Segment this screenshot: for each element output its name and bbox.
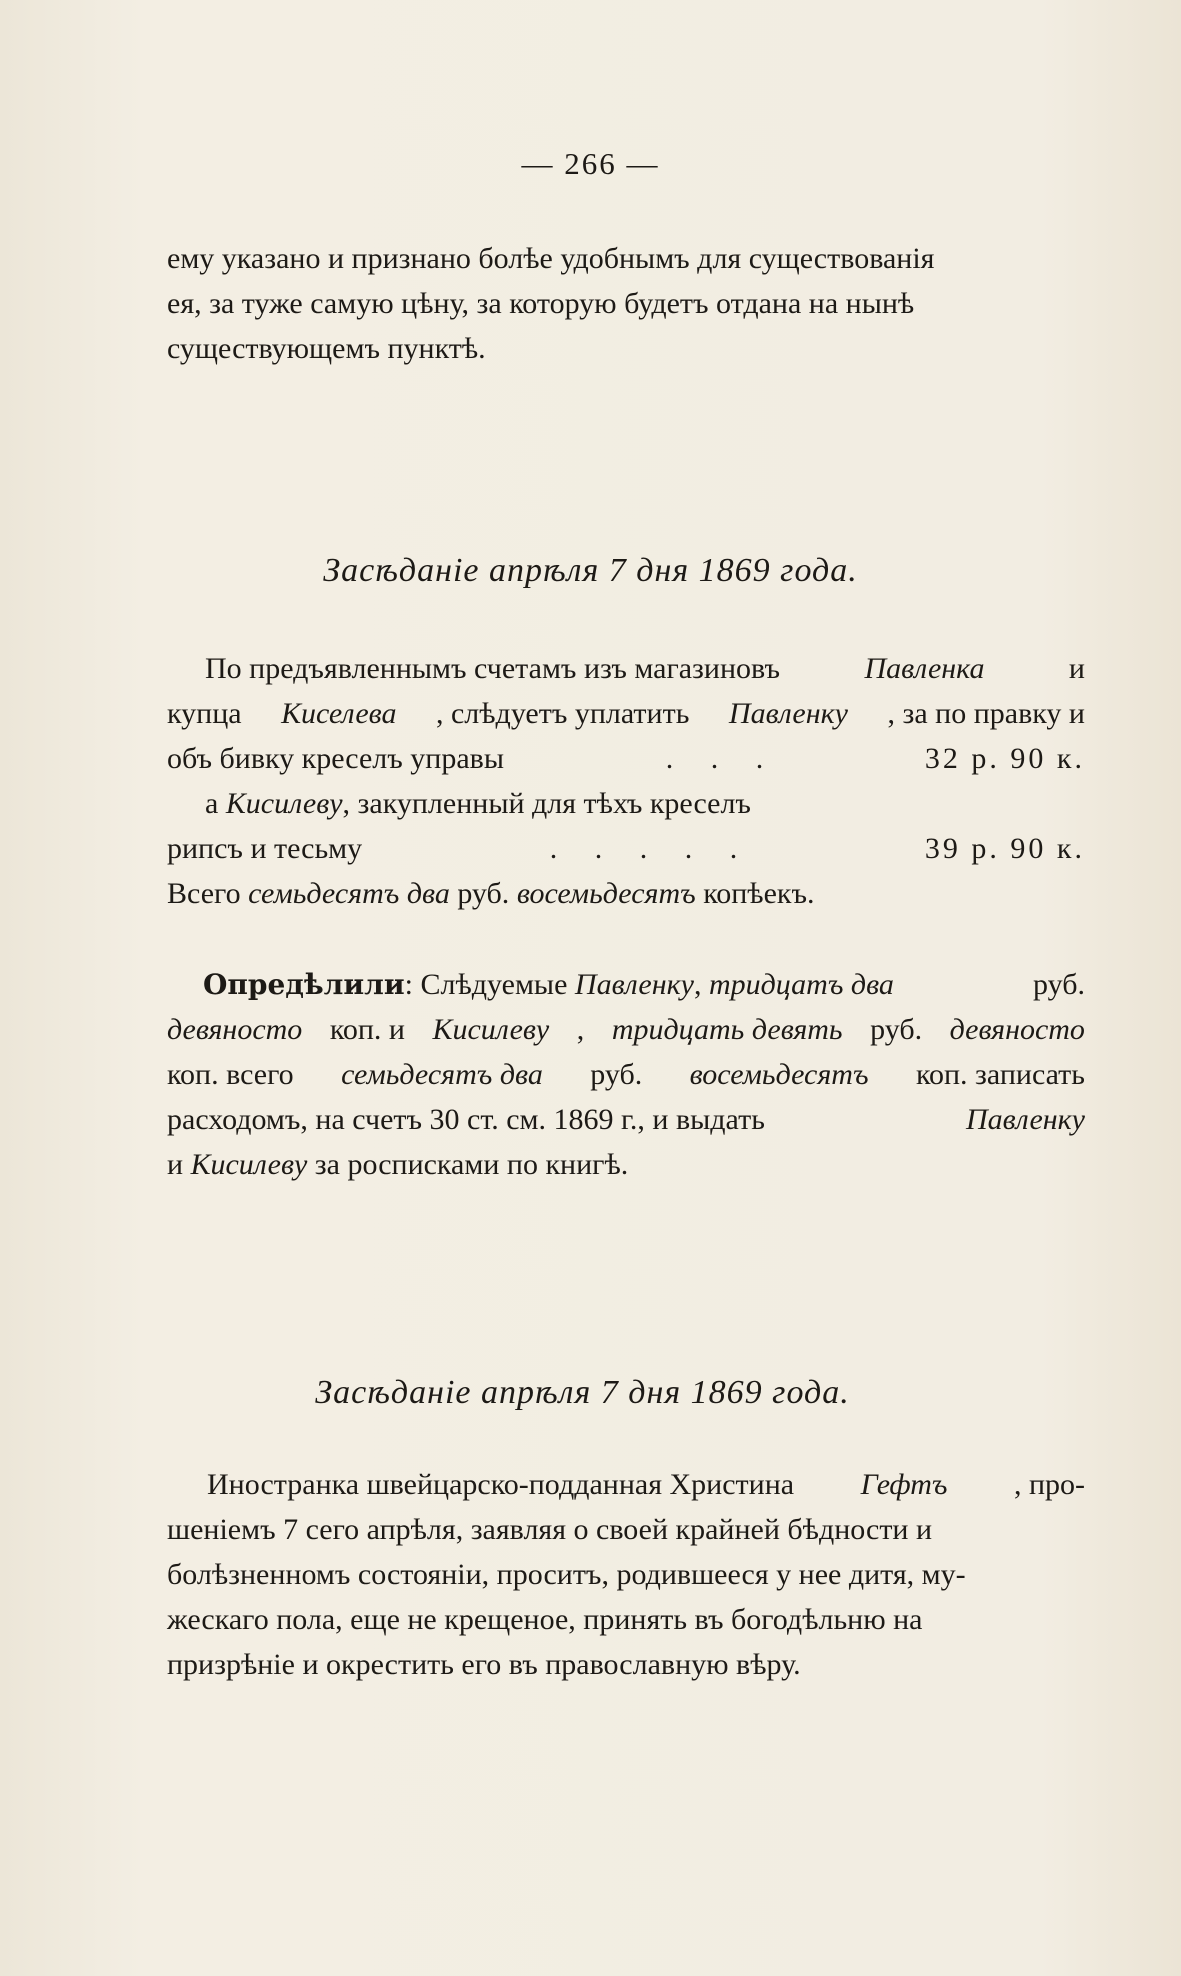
name-italic: Павленку [965,1103,1085,1136]
line-text: за росписками по книгѣ. [307,1148,629,1181]
line-text: существующемъ пунктѣ. [167,332,486,365]
line-text: расходомъ, на счетъ 30 ст. см. 1869 г., и выдать [167,1103,765,1136]
text-line [167,1507,1085,1552]
text-line [167,781,1085,826]
line-text: болѣзненномъ состояніи, проситъ, родившееся у нее дитя, му- [167,1558,966,1591]
name-italic: Гефтъ [860,1468,948,1501]
line-text: ему указано и признано болѣе удобнымъ для существованія [167,242,935,275]
text-line [167,691,1085,736]
ledger-item: рипсъ и тесьму [167,832,363,865]
name-italic: Кисилеву [225,787,343,820]
ledger-amount: 32 р. 90 к. [924,742,1085,775]
show-through-text [160,1200,1090,1380]
text-line [167,646,1085,691]
line-text: Иностранка швейцарско-подданная Христина [207,1468,795,1501]
ledger-item: объ бивку креселъ управы [167,742,504,775]
line-text: жескаго пола, еще не крещеное, принять въ богодѣльню на [167,1603,923,1636]
name-italic: Киселева [281,697,397,730]
section1-body [167,646,1085,916]
line-text [203,962,894,1007]
line-text: а [205,787,226,820]
sum-italic: восемьдесятъ [516,877,696,910]
line-text: , про- [1013,1468,1085,1501]
line-text: шеніемъ 7 сего апрѣля, заявляя о своей крайней бѣдности и [167,1513,933,1546]
section-heading: Засѣданіе апрѣля 7 дня 1869 года. [315,1374,850,1411]
name-italic: Павленка [864,652,985,685]
text-line [167,1642,1085,1687]
name-italic: Павленку [574,968,694,1001]
line-text: ея, за туже самую цѣну, за которую будетъ отдана на нынѣ [167,287,915,320]
line-text: призрѣніе и окрестить его въ православную вѣру. [167,1648,801,1681]
name-italic: Кисилеву [190,1148,308,1181]
sum-italic: девяносто [167,1013,303,1046]
text-line [167,1007,1085,1052]
ledger-line [167,826,1085,871]
sum-italic: семьдесятъ два [248,877,450,910]
line-text: и [1068,652,1085,685]
line-text: и [167,1148,191,1181]
name-italic: Павленку [728,697,848,730]
line-text: руб. [590,1058,643,1091]
text-line [167,1097,1085,1142]
line-text: руб. [1033,968,1085,1001]
line-text: , за по правку и [887,697,1085,730]
line-text: По предъявленнымъ счетамъ изъ магазиновъ [205,652,780,685]
line-text: , слѣдуетъ уплатить [435,697,690,730]
line-text [205,781,751,826]
text-line [167,1597,1085,1642]
ledger-amount: 39 р. 90 к. [924,832,1085,865]
text-line [167,962,1085,1007]
line-text: коп. всего [167,1058,294,1091]
ledger-line [167,736,1085,781]
resolution-paragraph [167,962,1085,1187]
resolution-label: Опредѣлили [203,968,405,1001]
text-line [167,326,1085,371]
text-line [167,1462,1085,1507]
section2-body [167,1462,1085,1687]
line-text: руб. [870,1013,923,1046]
text-line [167,871,1085,916]
line-text: коп. и [329,1013,405,1046]
section-heading: Засѣданіе апрѣля 7 дня 1869 года. [323,552,858,589]
text-line [167,281,1085,326]
line-text: купца [167,697,242,730]
page-number: — 266 — [521,146,660,181]
line-text: , [576,1013,585,1046]
sum-italic: восемьдесятъ [689,1058,869,1091]
sum-italic: девяносто [949,1013,1085,1046]
text-line [167,1142,1085,1187]
text-line [167,236,1085,281]
intro-paragraph [167,236,1085,371]
sum-italic: тридцатъ два [708,968,894,1001]
text-line [167,1552,1085,1597]
text-line [167,1052,1085,1097]
line-text: , закупленный для тѣхъ креселъ [342,787,751,820]
line-text: коп. записать [915,1058,1085,1091]
leader-dots: . . . [665,742,764,775]
line-text: руб. [449,877,517,910]
line-text: копѣекъ. [695,877,815,910]
line-text: Всего [167,877,249,910]
leader-dots: . . . . . [549,832,738,865]
sum-italic: тридцать девять [611,1013,843,1046]
sum-italic: семьдесятъ два [341,1058,543,1091]
line-text: , [693,968,709,1001]
line-text: : Слѣдуемые [404,968,575,1001]
name-italic: Кисилеву [432,1013,550,1046]
